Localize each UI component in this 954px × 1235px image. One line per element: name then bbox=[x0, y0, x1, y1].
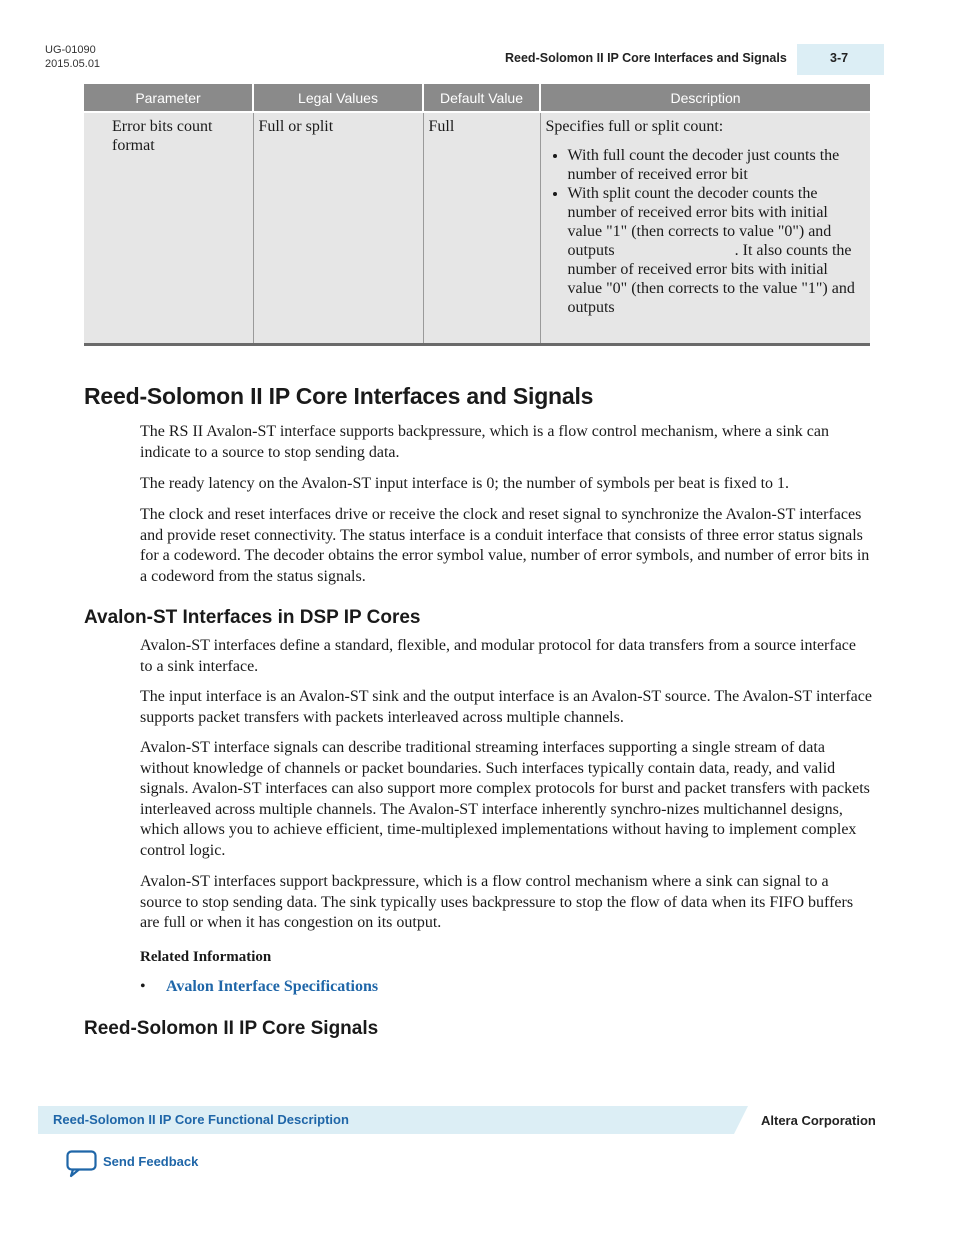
footer-company: Altera Corporation bbox=[761, 1113, 876, 1128]
footer-chapter-band bbox=[38, 1106, 748, 1134]
col-header-description: Description bbox=[540, 84, 870, 112]
paragraph: Avalon-ST interface signals can describe traditional streaming interfaces supporting a single stream of data without knowledge of channels or packet boundaries. Such interfaces typically contain data, ready, and valid signals. Avalon-ST interfaces can also support more complex protocols for burst and packet transfers with packets interleaved across multiple channels. The Avalon-ST interface inherently synchro-nizes multichannel designs, which allows you to achieve efficient, time-multiplexed implementations without having to implement complex control logic. bbox=[140, 739, 870, 859]
running-header-title: Reed-Solomon II IP Core Interfaces and Signals bbox=[505, 51, 787, 65]
description-intro: Specifies full or split count: bbox=[545, 118, 724, 135]
subsection-title: Reed-Solomon II IP Core Signals bbox=[84, 1018, 379, 1039]
description-bullets bbox=[546, 146, 866, 317]
table-row bbox=[84, 112, 870, 345]
paragraph: The clock and reset interfaces drive or receive the clock and reset signal to synchronize the Avalon-ST interfaces and provide reset connectivity. The status interface is a conduit interface that consists of three error status signals for a codeword. The decoder obtains the error symbol value, number of error symbols, and number of error bits in a codeword from the status signals. bbox=[140, 506, 870, 585]
paragraph: The ready latency on the Avalon-ST input interface is 0; the number of symbols per beat is fixed to 1. bbox=[140, 475, 790, 492]
document-id: UG-01090 bbox=[45, 44, 96, 56]
avalon-spec-link[interactable]: Avalon Interface Specifications bbox=[166, 978, 379, 995]
document-date: 2015.05.01 bbox=[45, 58, 101, 70]
document-id-block bbox=[45, 43, 100, 71]
col-header-parameter: Parameter bbox=[84, 84, 253, 112]
description-bullet: • With full count the decoder just counts the number of received error bit bbox=[568, 146, 866, 184]
table-header-row bbox=[84, 84, 870, 112]
cell-description bbox=[540, 112, 870, 345]
paragraph: Avalon-ST interfaces define a standard, flexible, and modular protocol for data transfers from a source interface to a sink interface. bbox=[140, 637, 856, 675]
footer-chapter-title: Reed-Solomon II IP Core Functional Description bbox=[53, 1112, 349, 1127]
col-header-default-value: Default Value bbox=[423, 84, 540, 112]
cell-default-value: Full bbox=[423, 112, 540, 345]
send-feedback-label: Send Feedback bbox=[103, 1154, 199, 1169]
list-item bbox=[140, 978, 378, 996]
col-header-legal-values: Legal Values bbox=[253, 84, 423, 112]
cell-parameter: Error bits count format bbox=[84, 112, 253, 345]
section-title: Reed-Solomon II IP Core Interfaces and Signals bbox=[84, 383, 594, 409]
paragraph: The input interface is an Avalon-ST sink and the output interface is an Avalon-ST source. The Avalon-ST interface supports packet transfers with packets interleaved across multiple channels. bbox=[140, 688, 872, 726]
paragraph: The RS II Avalon-ST interface supports backpressure, which is a flow control mechanism, where a sink can indicate to a source to stop sending data. bbox=[140, 423, 829, 461]
cell-legal-values: Full or split bbox=[253, 112, 423, 345]
page-number: 3-7 bbox=[830, 51, 849, 65]
description-bullet: • With split count the decoder counts the number of received error bits with initial value "1" (then corrects to value "0") and outputs . It also counts the number of received error bits with initial value "0" (then corrects to the value "1") and outputs bbox=[568, 184, 866, 317]
related-links-list bbox=[140, 978, 378, 996]
feedback-bubble-icon bbox=[66, 1150, 98, 1178]
subsection-title: Avalon-ST Interfaces in DSP IP Cores bbox=[84, 607, 421, 628]
related-information-heading: Related Information bbox=[140, 949, 272, 965]
page-number-tab bbox=[797, 44, 884, 75]
parameter-table bbox=[84, 84, 870, 346]
paragraph: Avalon-ST interfaces support backpressure, which is a flow control mechanism where a sink can signal to a source to stop sending data. The sink typically uses backpressure to stop the flow of data when its FIFO buffers are full or when it has congestion on its output. bbox=[140, 873, 854, 931]
